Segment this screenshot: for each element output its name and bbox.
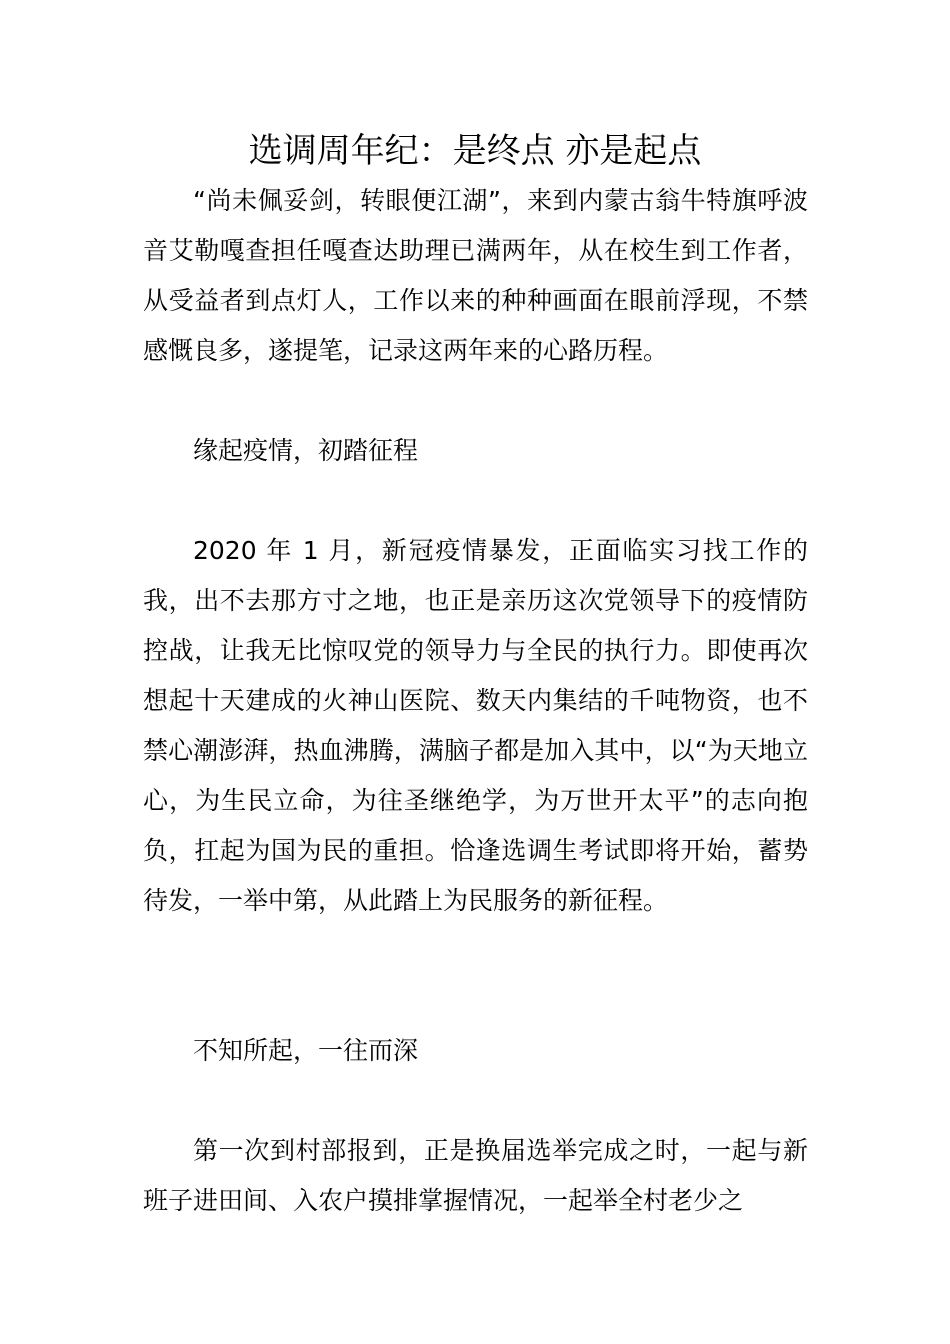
document-title: 选调周年纪：是终点 亦是起点 (248, 131, 702, 171)
paragraph-intro: “尚未佩妥剑，转眼便江湖”，来到内蒙古翁牛特旗呼波音艾勒嘎查担任嘎查达助理已满两年，从在校生到工作者，从受益者到点灯人，工作以来的种种画面在眼前浮现，不禁感慨良多，遂提笔，记录这两年来的心路历程。 (143, 186, 808, 365)
paragraph-devotion: 第一次到村部报到，正是换届选举完成之时，一起与新班子进田间、入农户摸排掌握情况，一起举全村老少之 (143, 1136, 808, 1215)
section-heading-origin: 缘起疫情，初踏征程 (193, 436, 419, 465)
paragraph-origin: 2020 年 1 月，新冠疫情暴发，正面临实习找工作的我，出不去那方寸之地，也正是亲历这次党领导下的疫情防控战，让我无比惊叹党的领导力与全民的执行力。即使再次想起十天建成的火神山医院、数天内集结的千吨物资，也不禁心潮澎湃，热血沸腾，满脑子都是加入其中，以“为天地立心，为生民立命，为往圣继绝学，为万世开太平”的志向抱负，扛起为国为民的重担。恰逢选调生考试即将开始，蓄势待发，一举中第，从此踏上为民服务的新征程。 (143, 536, 808, 915)
section-heading-devotion: 不知所起，一往而深 (193, 1036, 419, 1065)
